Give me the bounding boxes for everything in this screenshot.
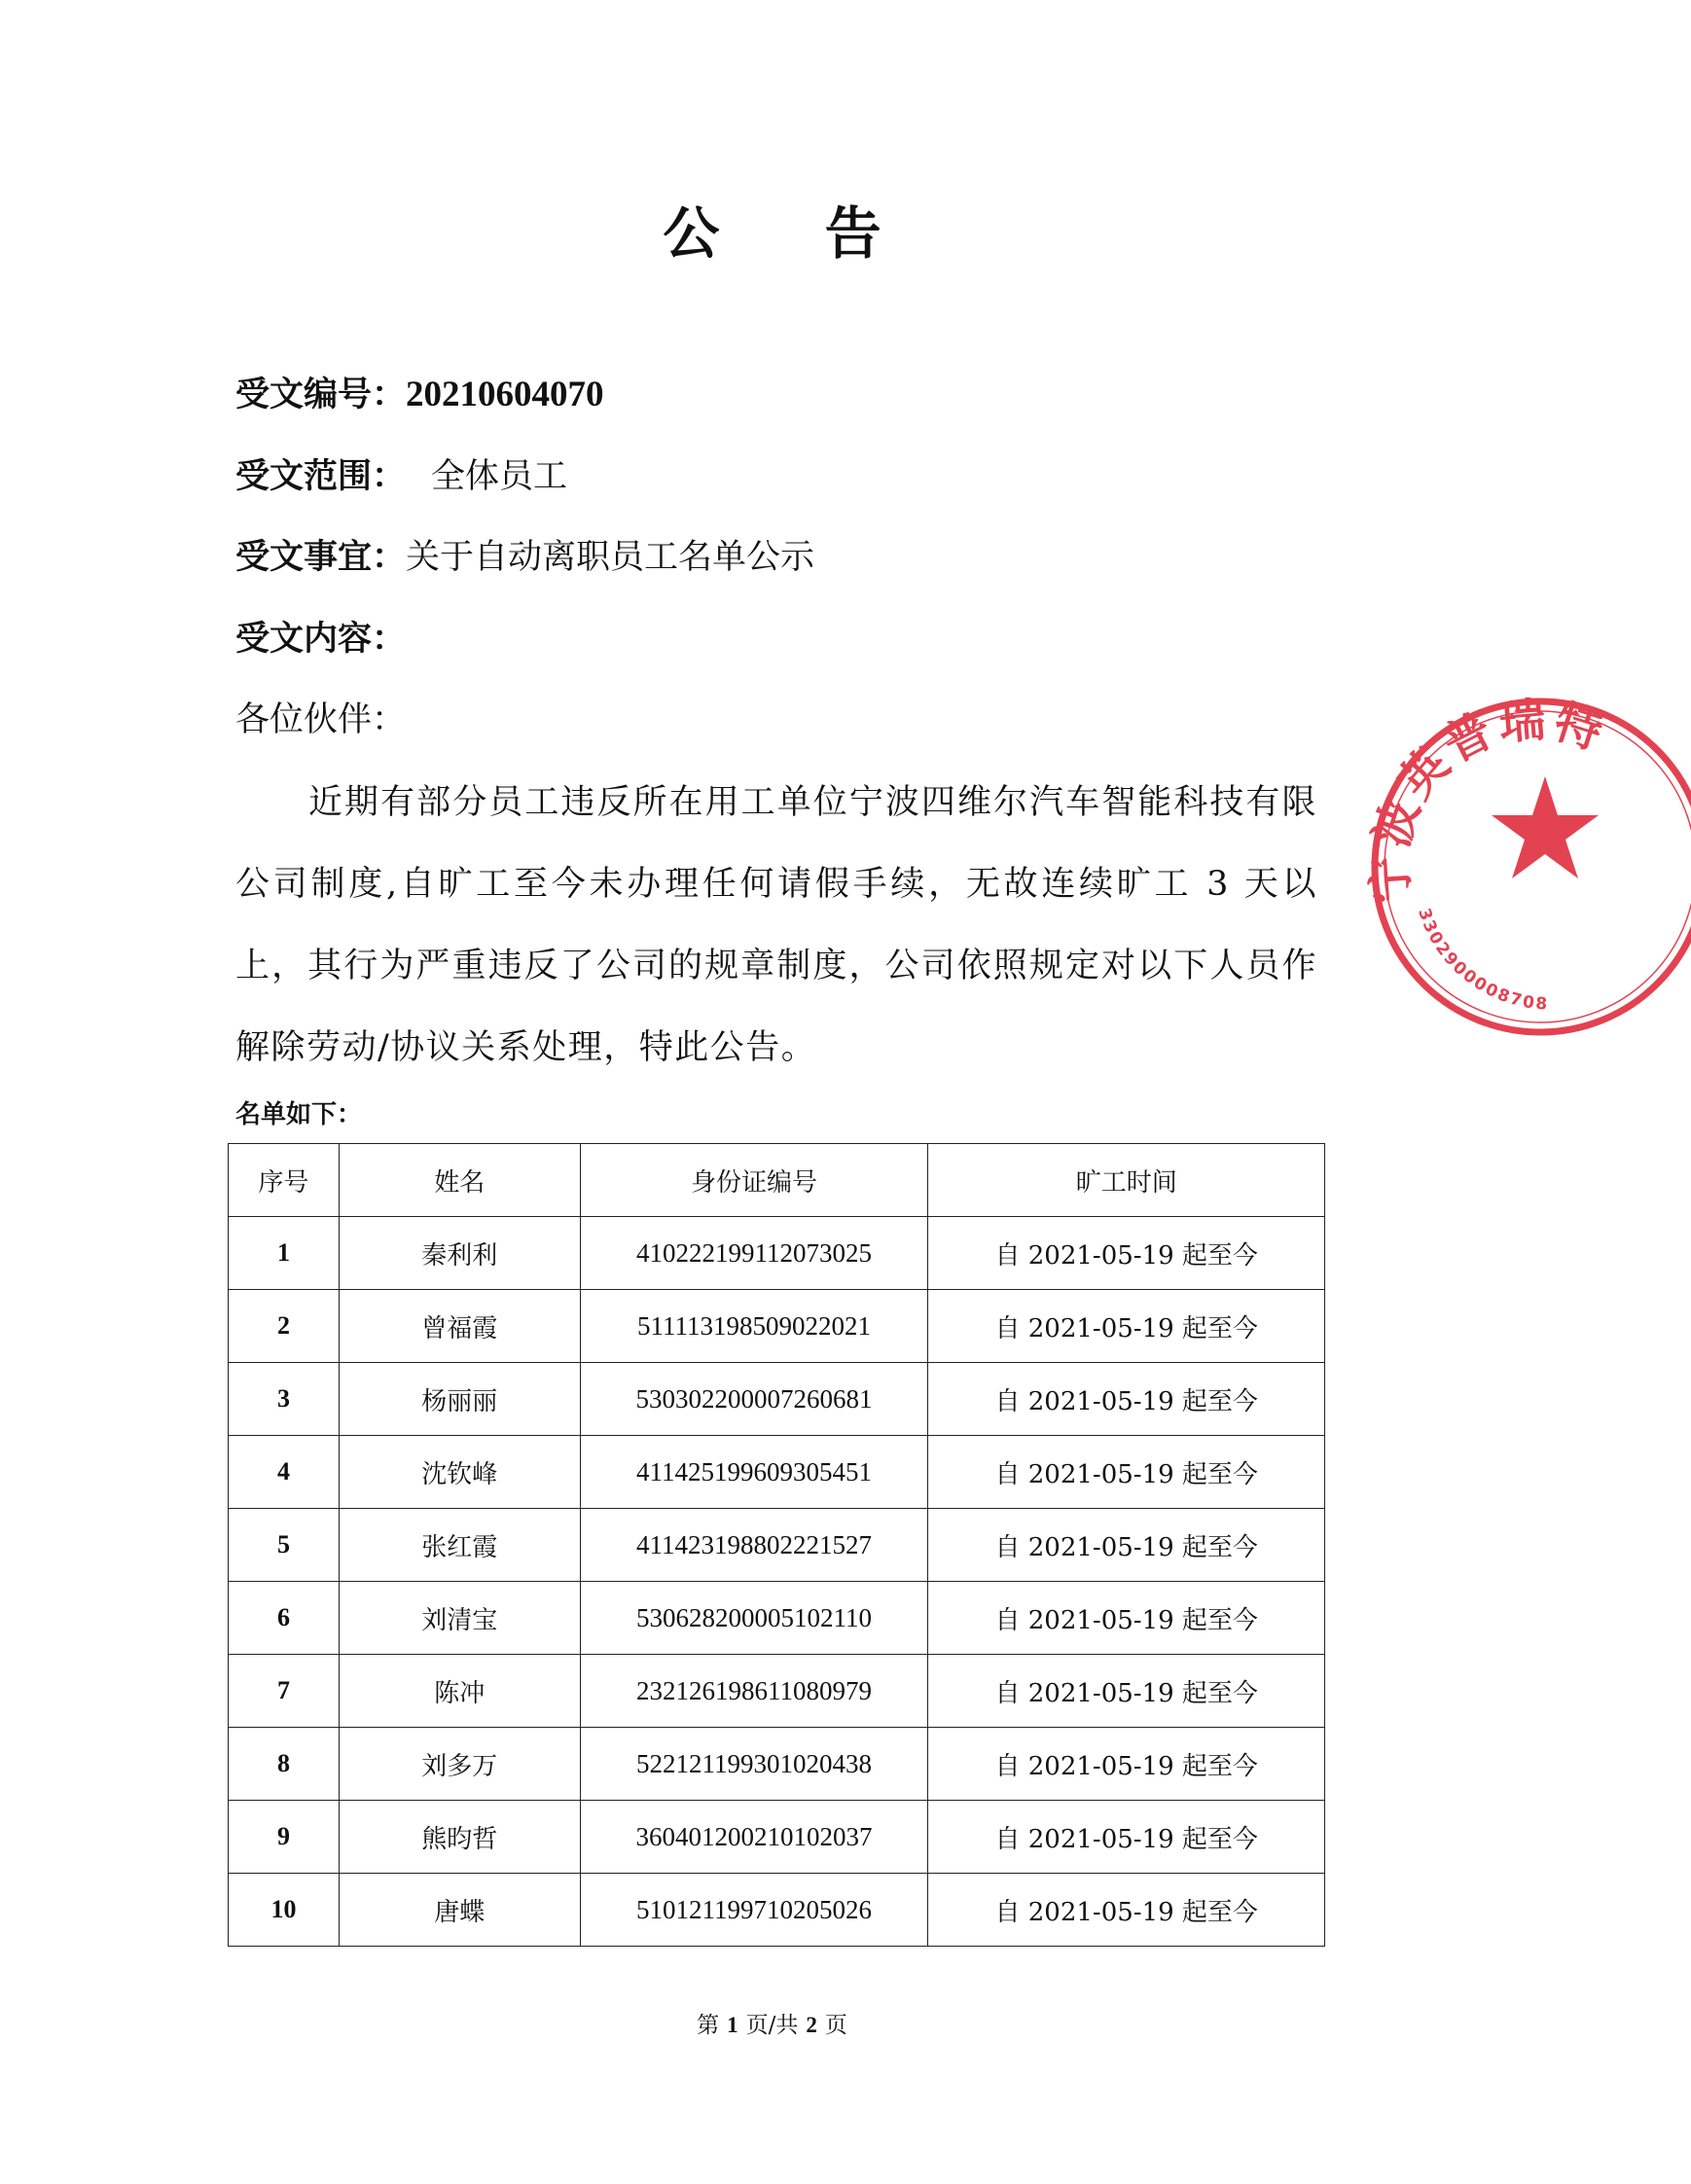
cell-index: 3 (229, 1363, 340, 1436)
employee-table (228, 1143, 1325, 1947)
header-id-number: 身份证编号 (580, 1144, 928, 1217)
cell-id-number: 411423198802221527 (580, 1509, 928, 1582)
table-header-row (229, 1144, 1325, 1217)
cell-name: 刘多万 (339, 1728, 580, 1801)
cell-name: 曾福霞 (339, 1290, 580, 1363)
cell-index: 6 (229, 1582, 340, 1655)
cell-id-number: 411425199609305451 (580, 1436, 928, 1509)
table-row (229, 1509, 1325, 1582)
cell-absence-time: 自 2021-05-19 起至今 (928, 1874, 1325, 1947)
cell-id-number: 511113198509022021 (580, 1290, 928, 1363)
page-label-suffix: 页 (824, 2013, 847, 2038)
cell-name: 陈冲 (339, 1655, 580, 1728)
cell-absence-time: 自 2021-05-19 起至今 (928, 1728, 1325, 1801)
cell-name: 沈钦峰 (339, 1436, 580, 1509)
cell-absence-time: 自 2021-05-19 起至今 (928, 1655, 1325, 1728)
greeting: 各位伙伴： (235, 700, 407, 739)
cell-id-number: 530628200005102110 (580, 1582, 928, 1655)
cell-id-number: 522121199301020438 (580, 1728, 928, 1801)
cell-absence-time: 自 2021-05-19 起至今 (928, 1217, 1325, 1290)
table-row (229, 1801, 1325, 1874)
content-label: 受文内容： (235, 619, 407, 659)
table-row (229, 1436, 1325, 1509)
page-label-middle: 页/共 (745, 2013, 799, 2038)
cell-index: 8 (229, 1728, 340, 1801)
subject-value: 关于自动离职员工名单公示 (406, 538, 815, 577)
cell-id-number: 410222199112073025 (580, 1217, 928, 1290)
table-row (229, 1874, 1325, 1947)
cell-absence-time: 自 2021-05-19 起至今 (928, 1436, 1325, 1509)
page-current: 1 (727, 2013, 738, 2037)
cell-absence-time: 自 2021-05-19 起至今 (928, 1290, 1325, 1363)
cell-index: 4 (229, 1436, 340, 1509)
table-row (229, 1290, 1325, 1363)
table-row (229, 1728, 1325, 1801)
cell-index: 10 (229, 1874, 340, 1947)
cell-absence-time: 自 2021-05-19 起至今 (928, 1509, 1325, 1582)
table-row (229, 1363, 1325, 1436)
notice-paragraph: 近期有部分员工违反所在用工单位宁波四维尔汽车智能科技有限公司制度,自旷工至今未办理任何请假手续，无故连续旷工 3 天以上，其行为严重违反了公司的规章制度，公司依照规定对以下人员作解除劳动/协议关系处理，特此公告。 (235, 783, 1317, 1067)
seal-number: 3302900008708 (1414, 906, 1550, 1015)
cell-name: 刘清宝 (339, 1582, 580, 1655)
header-name: 姓名 (339, 1144, 580, 1217)
notice-body (235, 762, 1317, 1089)
page-total: 2 (806, 2013, 817, 2037)
cell-name: 唐蝶 (339, 1874, 580, 1947)
cell-name: 熊昀哲 (339, 1801, 580, 1874)
content-field (235, 612, 406, 661)
seal-text: 宁波英普瑞特 (1361, 692, 1613, 905)
cell-index: 9 (229, 1801, 340, 1874)
page-title: 公 告 (663, 200, 924, 267)
cell-index: 1 (229, 1217, 340, 1290)
cell-id-number: 360401200210102037 (580, 1801, 928, 1874)
cell-name: 杨丽丽 (339, 1363, 580, 1436)
company-seal (1360, 687, 1613, 1047)
cell-index: 2 (229, 1290, 340, 1363)
doc-number-label: 受文编号： (235, 375, 407, 414)
seal-stamp-icon (1360, 687, 1691, 1047)
cell-absence-time: 自 2021-05-19 起至今 (928, 1582, 1325, 1655)
list-heading: 名单如下： (235, 1100, 363, 1129)
cell-index: 5 (229, 1509, 340, 1582)
page-footer (0, 2007, 1544, 2039)
header-index: 序号 (229, 1144, 340, 1217)
cell-id-number: 232126198611080979 (580, 1655, 928, 1728)
scope-value: 全体员工 (431, 457, 568, 496)
cell-id-number: 530302200007260681 (580, 1363, 928, 1436)
cell-absence-time: 自 2021-05-19 起至今 (928, 1363, 1325, 1436)
cell-name: 秦利利 (339, 1217, 580, 1290)
subject-field (235, 530, 814, 579)
table-row (229, 1217, 1325, 1290)
header-absence-time: 旷工时间 (928, 1144, 1325, 1217)
scope-field (235, 449, 567, 498)
table-row (229, 1655, 1325, 1728)
doc-number-field (235, 368, 604, 416)
table-row (229, 1582, 1325, 1655)
scope-label: 受文范围： (235, 456, 407, 496)
cell-id-number: 510121199710205026 (580, 1874, 928, 1947)
doc-number-value: 20210604070 (406, 375, 604, 414)
page-label-prefix: 第 (697, 2013, 720, 2038)
cell-index: 7 (229, 1655, 340, 1728)
cell-name: 张红霞 (339, 1509, 580, 1582)
cell-absence-time: 自 2021-05-19 起至今 (928, 1801, 1325, 1874)
subject-label: 受文事宜： (235, 537, 407, 577)
